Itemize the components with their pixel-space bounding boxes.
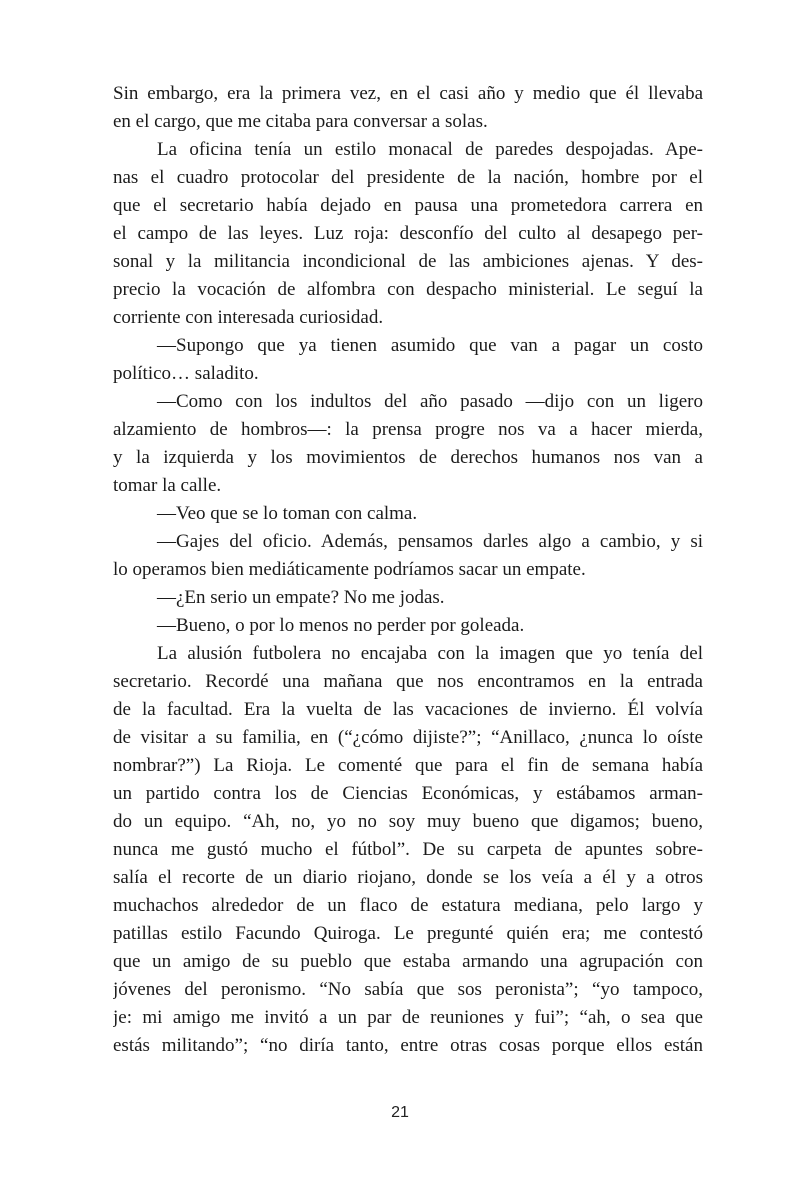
text-line: el campo de las leyes. Luz roja: desconfío del culto al desapego per- [113, 223, 703, 244]
text-line: patillas estilo Facundo Quiroga. Le pregunté quién era; me contestó [113, 923, 703, 944]
text-line: estás militando”; “no diría tanto, entre otras cosas porque ellos están [113, 1035, 703, 1056]
text-line: tomar la calle. [113, 475, 222, 496]
text-line: La alusión futbolera no encajaba con la imagen que yo tenía del [157, 643, 703, 664]
text-line: muchachos alrededor de un flaco de estatura mediana, pelo largo y [113, 895, 703, 916]
text-line: un partido contra los de Ciencias Económicas, y estábamos arman- [113, 783, 703, 804]
text-line: —Veo que se lo toman con calma. [157, 503, 418, 524]
text-line: je: mi amigo me invitó a un par de reuniones y fui”; “ah, o sea que [113, 1007, 703, 1028]
text-line: nunca me gustó mucho el fútbol”. De su carpeta de apuntes sobre- [113, 839, 703, 860]
text-line: nombrar?”) La Rioja. Le comenté que para el fin de semana había [113, 755, 703, 776]
text-block [113, 80, 703, 1060]
text-line: lo operamos bien mediáticamente podríamos sacar un empate. [113, 559, 586, 580]
text-line: nas el cuadro protocolar del presidente de la nación, hombre por el [113, 167, 703, 188]
text-line: sonal y la militancia incondicional de las ambiciones ajenas. Y des- [113, 251, 703, 272]
text-line: salía el recorte de un diario riojano, donde se los veía a él y a otros [113, 867, 703, 888]
text-line: que el secretario había dejado en pausa una prometedora carrera en [113, 195, 703, 216]
text-line: —Supongo que ya tienen asumido que van a pagar un costo [157, 335, 703, 356]
text-line: —Bueno, o por lo menos no perder por goleada. [157, 615, 525, 636]
text-line: y la izquierda y los movimientos de derechos humanos nos van a [113, 447, 703, 468]
text-line: do un equipo. “Ah, no, yo no soy muy bueno que digamos; bueno, [113, 811, 703, 832]
text-line: secretario. Recordé una mañana que nos encontramos en la entrada [113, 671, 703, 692]
text-line: jóvenes del peronismo. “No sabía que sos peronista”; “yo tampoco, [113, 979, 703, 1000]
text-line: que un amigo de su pueblo que estaba armando una agrupación con [113, 951, 703, 972]
text-line: político… saladito. [113, 363, 259, 384]
text-line: en el cargo, que me citaba para conversar a solas. [113, 111, 488, 132]
text-line: precio la vocación de alfombra con despacho ministerial. Le seguí la [113, 279, 703, 300]
text-line: —Gajes del oficio. Además, pensamos darles algo a cambio, y si [157, 531, 703, 552]
text-line: La oficina tenía un estilo monacal de paredes despojadas. Ape- [157, 139, 703, 160]
text-line: —Como con los indultos del año pasado —dijo con un ligero [157, 391, 703, 412]
text-line: —¿En serio un empate? No me jodas. [157, 587, 445, 608]
text-line: de la facultad. Era la vuelta de las vacaciones de invierno. Él volvía [113, 699, 703, 720]
text-line: de visitar a su familia, en (“¿cómo dijiste?”; “Anillaco, ¿nunca lo oíste [113, 727, 703, 748]
page-number: 21 [391, 1104, 409, 1121]
text-line: corriente con interesada curiosidad. [113, 307, 384, 328]
text-line: Sin embargo, era la primera vez, en el casi año y medio que él llevaba [113, 83, 703, 104]
text-line: alzamiento de hombros—: la prensa progre nos va a hacer mierda, [113, 419, 703, 440]
